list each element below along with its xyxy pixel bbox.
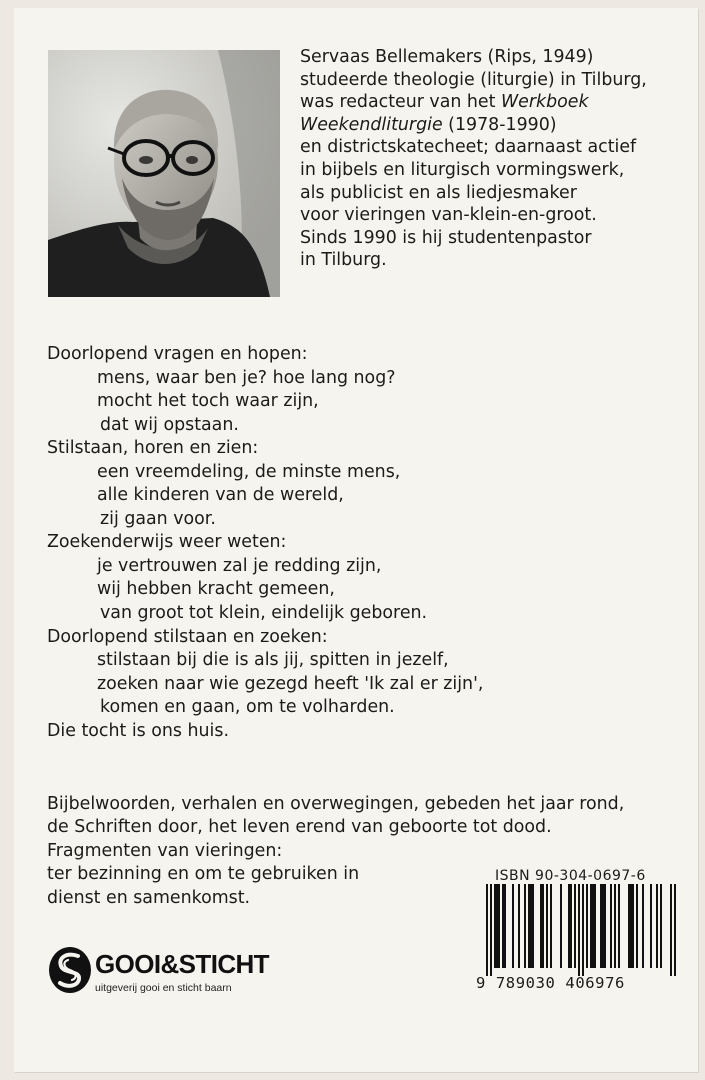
barcode-bar <box>592 884 594 968</box>
barcode-bar <box>568 884 570 968</box>
poem-line: dat wij opstaan. <box>100 414 239 435</box>
barcode-bar <box>528 884 530 968</box>
book-title-italic: Werkboek <box>500 92 589 113</box>
bio-text: (1978-1990) <box>442 114 557 135</box>
author-photo <box>48 50 280 297</box>
barcode-bar <box>594 884 596 968</box>
poem-line: Die tocht is ons huis. <box>47 720 229 741</box>
bio-line <box>300 114 692 137</box>
poem-line: je vertrouwen zal je redding zijn, <box>97 555 382 576</box>
barcode-bar <box>670 884 672 976</box>
barcode-bar <box>614 884 616 968</box>
barcode-bar <box>642 884 644 968</box>
barcode-number: 9 789030 406976 <box>476 974 625 992</box>
barcode-bar <box>542 884 544 968</box>
bio-line: voor vieringen van-klein-en-groot. <box>300 205 597 226</box>
description-line: de Schriften door, het leven erend van geboorte tot dood. <box>47 817 552 838</box>
barcode-bar <box>586 884 588 968</box>
isbn-label: ISBN 90-304-0697-6 <box>495 868 646 884</box>
barcode-bar <box>570 884 572 968</box>
barcode-bar <box>600 884 602 968</box>
barcode-bar <box>574 884 576 968</box>
bio-line <box>300 91 692 114</box>
barcode-bar <box>674 884 676 976</box>
poem-line: Doorlopend stilstaan en zoeken: <box>47 626 328 647</box>
barcode-bar <box>578 884 580 976</box>
barcode-bar <box>550 884 552 968</box>
bio-line: Sinds 1990 is hij studentenpastor <box>300 227 592 248</box>
barcode-bar <box>602 884 604 968</box>
bio-text: was redacteur van het <box>300 92 501 113</box>
publisher-name: GOOI&STICHT <box>95 949 269 979</box>
barcode-bar <box>494 884 496 968</box>
description-line: Fragmenten van vieringen: <box>47 840 283 861</box>
barcode-bar <box>590 884 592 968</box>
barcode-bar <box>486 884 488 976</box>
ean-barcode <box>474 884 682 978</box>
barcode-bar <box>630 884 632 968</box>
author-portrait-image <box>48 50 280 297</box>
bio-line: in bijbels en liturgisch vormingswerk, <box>300 159 625 180</box>
barcode-bar <box>490 884 492 976</box>
description-line: Bijbelwoorden, verhalen en overwegingen, gebeden het jaar rond, <box>47 794 625 814</box>
barcode-bar <box>504 884 506 968</box>
publisher-tagline: uitgeverij gooi en sticht baarn <box>95 982 232 994</box>
barcode-bar <box>660 884 662 968</box>
publisher-logo <box>48 946 318 996</box>
poem-line: een vreemdeling, de minste mens, <box>97 461 401 482</box>
poem-line: mens, waar ben je? hoe lang nog? <box>97 367 396 388</box>
publisher-logo-icon <box>48 946 92 994</box>
barcode-bar <box>496 884 498 968</box>
barcode-bar <box>632 884 634 968</box>
bio-line: en districtskatecheet; daarnaast actief <box>300 137 637 158</box>
poem-line: Zoekenderwijs weer weten: <box>47 532 287 553</box>
barcode-bar <box>610 884 612 968</box>
poem <box>47 343 687 743</box>
barcode-bar <box>530 884 532 968</box>
bio-line: Servaas Bellemakers (Rips, 1949) <box>300 47 594 67</box>
poem-line: Stilstaan, horen en zien: <box>47 438 259 459</box>
barcode-bar <box>618 884 620 968</box>
barcode-bar <box>502 884 504 968</box>
book-title-italic: Weekendliturgie <box>300 114 443 135</box>
barcode-bar <box>582 884 584 976</box>
bio-line: studeerde theologie (liturgie) in Tilburg, <box>300 69 647 90</box>
poem-line: komen en gaan, om te volharden. <box>100 697 395 718</box>
bio-line: in Tilburg. <box>300 250 387 271</box>
barcode-bar <box>524 884 526 968</box>
poem-line: zij gaan voor. <box>100 508 216 529</box>
barcode-bar <box>656 884 658 968</box>
author-biography <box>300 46 692 272</box>
poem-line: stilstaan bij die is als jij, spitten in jezelf, <box>97 650 449 671</box>
poem-line: zoeken naar wie gezegd heeft 'Ik zal er zijn', <box>97 673 484 694</box>
barcode-bar <box>518 884 520 968</box>
barcode-bar <box>560 884 562 968</box>
barcode-bar <box>512 884 514 968</box>
poem-line: van groot tot klein, eindelijk geboren. <box>100 603 428 624</box>
bio-line: als publicist en als liedjesmaker <box>300 182 577 203</box>
poem-line: Doorlopend vragen en hopen: <box>47 344 308 364</box>
poem-line: mocht het toch waar zijn, <box>97 391 319 412</box>
poem-line: alle kinderen van de wereld, <box>97 485 344 506</box>
barcode-bar <box>650 884 652 968</box>
barcode-bar <box>636 884 638 968</box>
barcode-bar <box>532 884 534 968</box>
barcode-bar <box>546 884 548 968</box>
barcode-bar <box>540 884 542 968</box>
barcode-bar <box>604 884 606 968</box>
barcode-bar <box>498 884 500 968</box>
poem-line: wij hebben kracht gemeen, <box>97 579 335 600</box>
barcode-bar <box>628 884 630 968</box>
description-line: ter bezinning en om te gebruiken in <box>47 864 360 885</box>
description-line: dienst en samenkomst. <box>47 887 251 908</box>
